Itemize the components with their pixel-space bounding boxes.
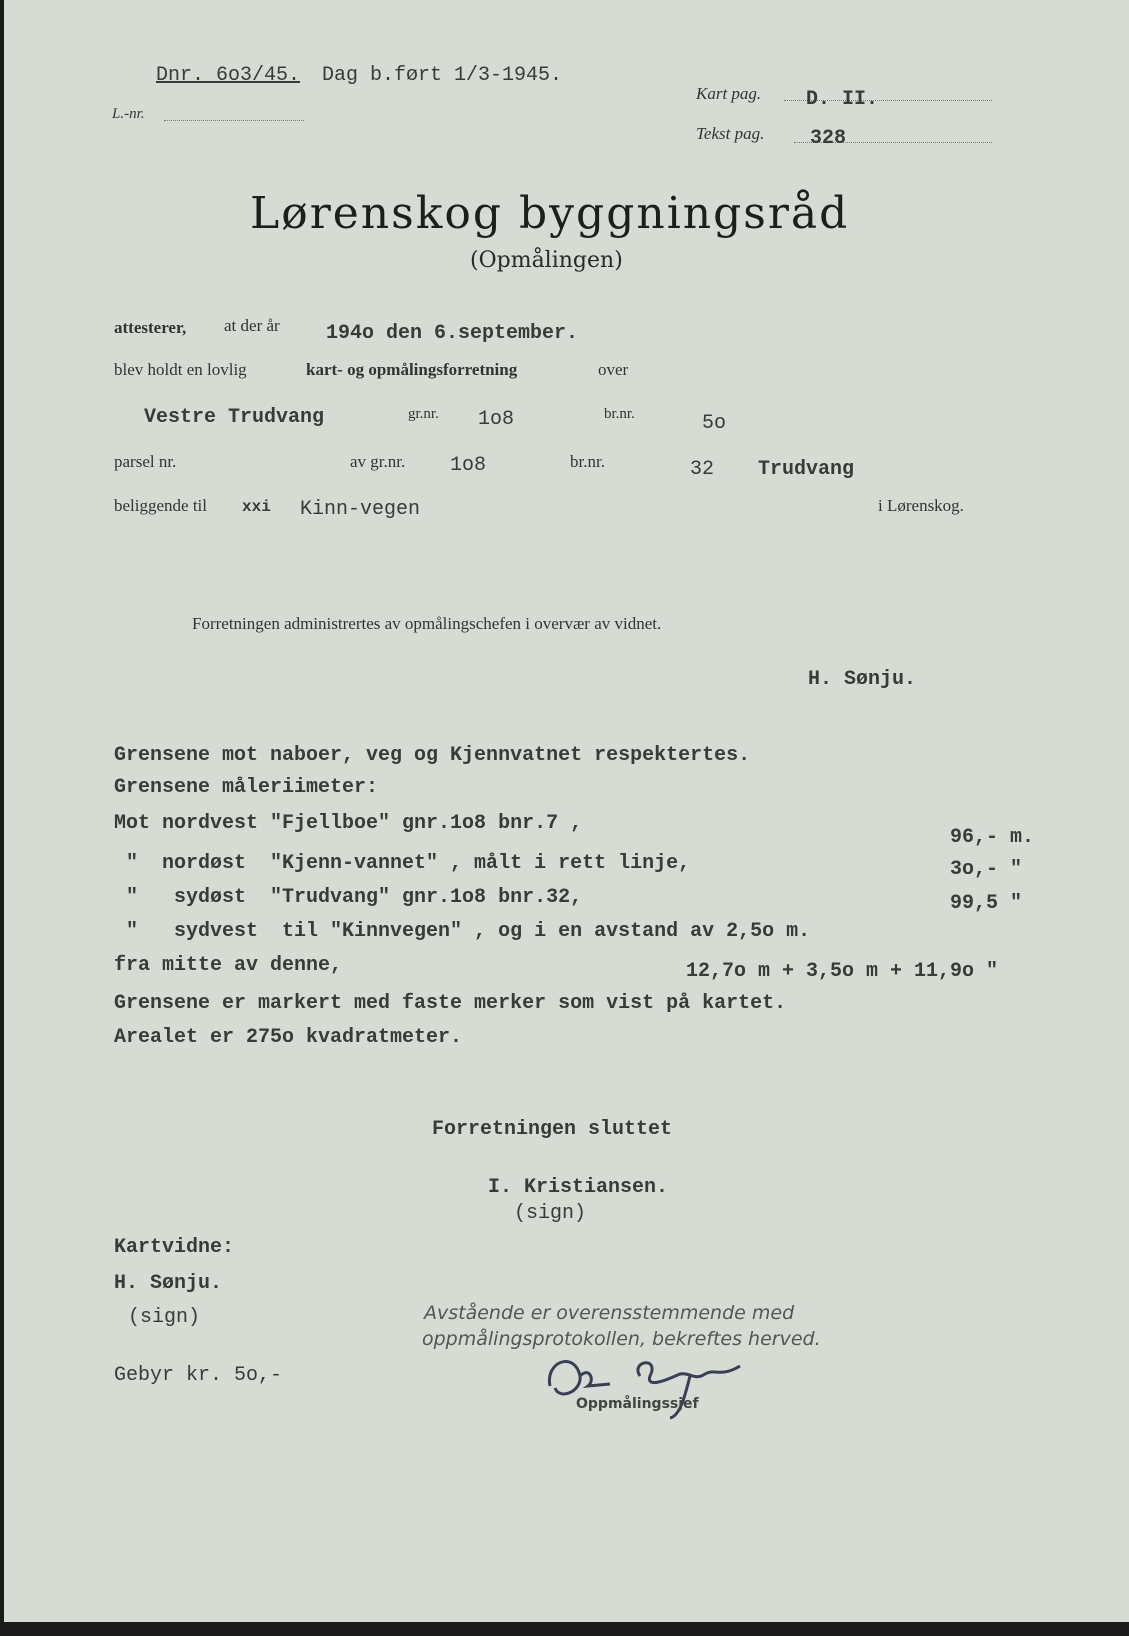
brnr-label: br.nr. — [604, 406, 635, 422]
parsel-label: parsel nr. — [114, 452, 177, 471]
av-grnr-value: 1o8 — [450, 454, 487, 477]
kartvidne-label: Kartvidne: — [114, 1236, 235, 1259]
beliggende-value: Kinn-vegen — [300, 498, 421, 521]
boundary-value: 96,- m. — [950, 826, 1035, 849]
boundary-desc: fra mitte av denne, — [114, 954, 343, 977]
av-grnr-label: av gr.nr. — [350, 452, 406, 471]
stamp-line-1: Avstående er overensstemmende med — [424, 1302, 795, 1324]
tekst-pag-value: 328 — [810, 127, 847, 150]
attesterer: attesterer, — [114, 318, 187, 337]
closing-line: Arealet er 275o kvadratmeter. — [114, 1026, 463, 1049]
boundary-value: 12,7o m + 3,5o m + 11,9o " — [686, 960, 999, 983]
witness: H. Sønju. — [808, 668, 917, 691]
lnr-line — [164, 120, 304, 121]
dnr: Dnr. 6o3/45. — [156, 64, 301, 87]
body-line: Grensene måleriimeter: — [114, 776, 379, 799]
boundary-desc: " sydøst "Trudvang" gnr.1o8 bnr.32, — [114, 886, 583, 909]
over: over — [598, 360, 629, 379]
grnr-value: 1o8 — [478, 408, 515, 431]
brnr-value: 5o — [702, 412, 727, 435]
grnr-label: gr.nr. — [408, 406, 439, 422]
beliggende-struck: xxi — [242, 498, 271, 516]
brnr2-label: br.nr. — [570, 452, 605, 471]
closing-line: Grensene er markert med faste merker som vist på kartet. — [114, 992, 787, 1015]
date-value: 194o den 6.september. — [326, 322, 579, 345]
kartvidne-sign: (sign) — [128, 1306, 201, 1329]
kartvidne-name: H. Sønju. — [114, 1272, 223, 1295]
boundary-desc: " sydvest til "Kinnvegen" , og i en avstand av 2,5o m. — [114, 920, 811, 943]
dagbok: Dag b.ført 1/3-1945. — [322, 64, 563, 87]
stamp-role: Oppmålingssjef — [576, 1396, 699, 1412]
tekst-pag-label: Tekst pag. — [696, 124, 765, 143]
blev-holdt: blev holdt en lovlig — [114, 360, 247, 379]
page-subtitle: (Opmålingen) — [470, 248, 623, 273]
boundary-desc: Mot nordvest "Fjellboe" gnr.1o8 bnr.7 , — [114, 812, 583, 835]
boundary-value: 3o,- " — [950, 858, 1023, 881]
sluttet: Forretningen sluttet — [432, 1118, 673, 1141]
kart-pag-label: Kart pag. — [696, 84, 762, 103]
lnr-label: L.-nr. — [112, 106, 145, 122]
stamp-line-2: oppmålingsprotokollen, bekreftes herved. — [422, 1328, 821, 1350]
page-title: Lørenskog byggningsråd — [250, 188, 850, 239]
signer: I. Kristiansen. — [488, 1176, 669, 1199]
property-name: Vestre Trudvang — [144, 406, 325, 429]
at-der-ar: at der år — [224, 316, 280, 335]
body-line: Grensene mot naboer, veg og Kjennvatnet respektertes. — [114, 744, 751, 767]
location: i Lørenskog. — [878, 496, 964, 515]
brnr2-name: Trudvang — [758, 458, 855, 481]
gebyr: Gebyr kr. 5o,- — [114, 1364, 283, 1387]
kart-pag-value: D. II. — [806, 88, 879, 111]
brnr2-value: 32 — [690, 458, 715, 481]
forretning: kart- og opmålingsforretning — [306, 360, 518, 379]
signer-sign: (sign) — [514, 1202, 587, 1225]
beliggende-label: beliggende til — [114, 496, 208, 515]
administrert: Forretningen administrertes av opmålingschefen i overvær av vidnet. — [192, 614, 662, 633]
boundary-value: 99,5 " — [950, 892, 1023, 915]
document-page — [4, 0, 1129, 1622]
boundary-desc: " nordøst "Kjenn-vannet" , målt i rett linje, — [114, 852, 691, 875]
